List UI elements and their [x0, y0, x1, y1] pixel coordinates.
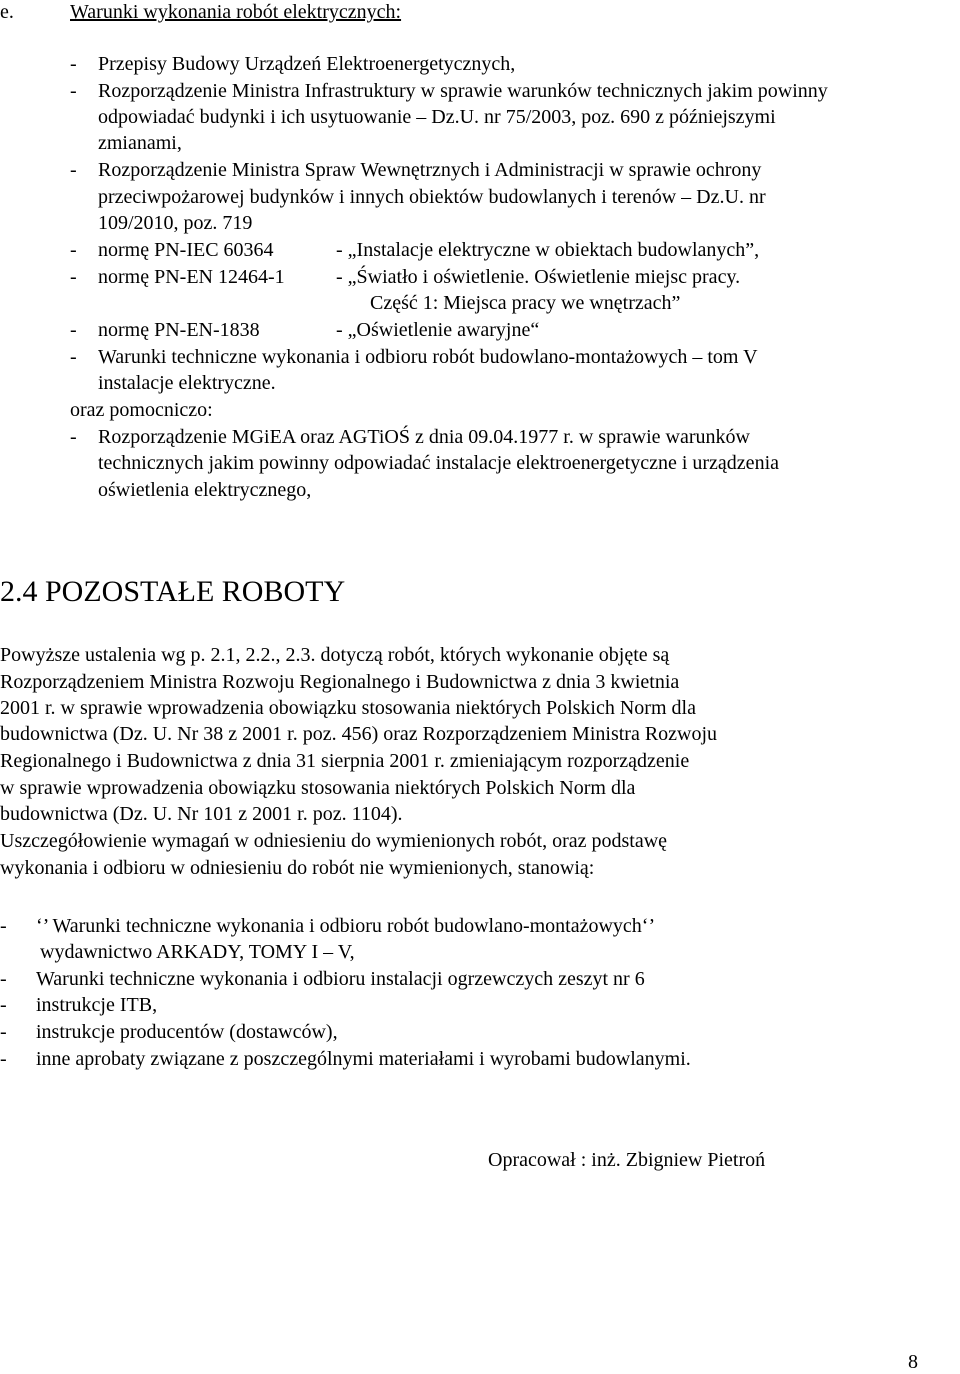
- list-item-continuation: zmianami,: [98, 132, 182, 154]
- list-item-continuation: odpowiadać budynki i ich usytuowanie – Dz.U. nr 75/2003, poz. 690 z późniejszymi: [98, 106, 776, 128]
- author-signature: Opracował : inż. Zbigniew Pietroń: [488, 1149, 766, 1171]
- paragraph-line: budownictwa (Dz. U. Nr 38 z 2001 r. poz. 456) oraz Rozporządzeniem Ministra Rozwoju: [0, 723, 718, 745]
- page-number: 8: [908, 1351, 918, 1373]
- list-item-continuation: wydawnictwo ARKADY, TOMY I – V,: [40, 941, 355, 963]
- norm-description: - „Światło i oświetlenie. Oświetlenie miejsc pracy.: [336, 266, 741, 288]
- list-item-continuation: instalacje elektryczne.: [98, 372, 276, 394]
- section-heading: 2.4 POZOSTAŁE ROBOTY: [0, 575, 346, 608]
- list-item-continuation: przeciwpożarowej budynków i innych obiektów budowlanych i terenów – Dz.U. nr: [98, 186, 766, 208]
- list-item: - Warunki techniczne wykonania i odbioru robót budowlano-montażowych – tom V: [70, 346, 758, 368]
- paragraph-line: 2001 r. w sprawie wprowadzenia obowiązku stosowania niektórych Polskich Norm dla: [0, 697, 696, 719]
- list-item: - instrukcje ITB,: [0, 994, 158, 1016]
- list-item: - Rozporządzenie Ministra Infrastruktury w sprawie warunków technicznych jakim powinny: [70, 80, 828, 102]
- list-item: - inne aprobaty związane z poszczególnymi materiałami i wyrobami budowlanymi.: [0, 1048, 691, 1070]
- norm-item: - normę PN-EN-1838: [70, 319, 260, 341]
- list-item-continuation: oświetlenia elektrycznego,: [98, 479, 312, 501]
- norm-item: - normę PN-EN 12464-1: [70, 266, 285, 288]
- paragraph-line: budownictwa (Dz. U. Nr 101 z 2001 r. poz. 1104).: [0, 803, 403, 825]
- list-item: - Warunki techniczne wykonania i odbioru instalacji ogrzewczych zeszyt nr 6: [0, 968, 645, 990]
- list-item: - Rozporządzenie MGiEA oraz AGTiOŚ z dnia 09.04.1977 r. w sprawie warunków: [70, 426, 750, 448]
- section-letter: e.: [0, 1, 14, 23]
- paragraph-line: Rozporządzeniem Ministra Rozwoju Regionalnego i Budownictwa z dnia 3 kwietnia: [0, 671, 680, 693]
- paragraph-line: wykonania i odbioru w odniesieniu do robót nie wymienionych, stanowią:: [0, 857, 595, 879]
- list-item: - instrukcje producentów (dostawców),: [0, 1021, 338, 1043]
- list-item: - Rozporządzenie Ministra Spraw Wewnętrznych i Administracji w sprawie ochrony: [70, 159, 762, 181]
- norm-description-continuation: Część 1: Miejsca pracy we wnętrzach”: [370, 292, 681, 314]
- paragraph-line: Uszczegółowienie wymagań w odniesieniu do wymienionych robót, oraz podstawę: [0, 830, 668, 852]
- paragraph-line: w sprawie wprowadzenia obowiązku stosowania niektórych Polskich Norm dla: [0, 777, 636, 799]
- paragraph-line: Regionalnego i Budownictwa z dnia 31 sierpnia 2001 r. zmieniającym rozporządzenie: [0, 750, 690, 772]
- norm-description: - „Oświetlenie awaryjne“: [336, 319, 540, 341]
- section-heading: Warunki wykonania robót elektrycznych:: [70, 1, 402, 23]
- list-item: - ‘’ Warunki techniczne wykonania i odbioru robót budowlano-montażowych‘’: [0, 915, 656, 937]
- aux-label: oraz pomocniczo:: [70, 399, 213, 421]
- list-item-continuation: technicznych jakim powinny odpowiadać instalacje elektroenergetyczne i urządzenia: [98, 452, 779, 474]
- norm-item: - normę PN-IEC 60364: [70, 239, 274, 261]
- norm-description: - „Instalacje elektryczne w obiektach budowlanych”,: [336, 239, 760, 261]
- list-item: - Przepisy Budowy Urządzeń Elektroenergetycznych,: [70, 53, 516, 75]
- paragraph-line: Powyższe ustalenia wg p. 2.1, 2.2., 2.3. dotyczą robót, których wykonanie objęte są: [0, 644, 670, 666]
- list-item-continuation: 109/2010, poz. 719: [98, 212, 253, 234]
